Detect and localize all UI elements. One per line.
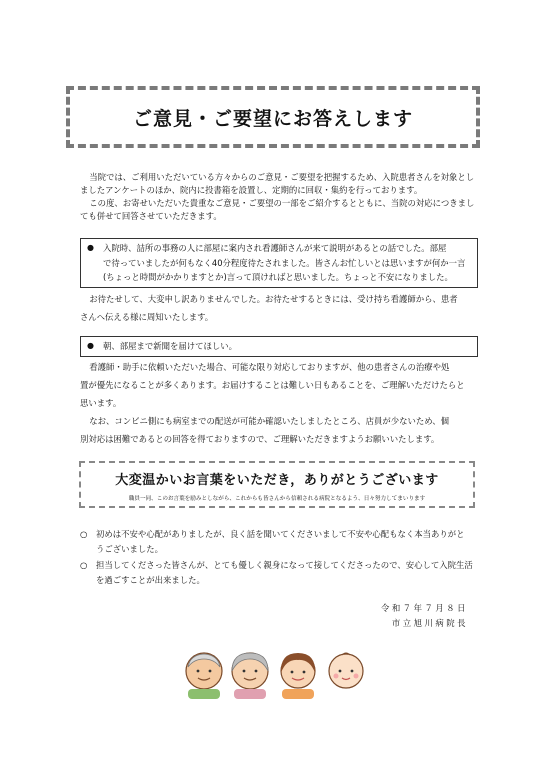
page-title: ご意見・ご要望にお答えします — [132, 107, 413, 130]
question-1-box — [80, 238, 478, 288]
family-faces-illustration — [182, 647, 372, 699]
question-1-line-2: で待っていましたが何もなく40分程度待たされました。皆さんお忙しいとは思いますが何か一言 — [103, 257, 466, 268]
answer-2-line-5: 別対応は困難であるとの回答を得ておりますので、ご理解いただきますようお願いいたします。 — [80, 434, 440, 444]
baby-face-icon — [329, 653, 363, 688]
signature-date: 令和７年７月８日 — [381, 603, 468, 613]
intro-section — [80, 171, 476, 223]
answer-2 — [80, 358, 476, 448]
title-box — [66, 86, 480, 148]
bullet-icon: ● — [87, 341, 94, 350]
answer-2-line-1: 看護師・助手に依頼いただいた場合、可能な限り対応しておりますが、他の患者さんの治療や処 — [89, 362, 450, 372]
answer-2-line-2: 置が優先になることが多くあります。お届けすることは難しい日もあることを、ご理解いただけたらと — [80, 380, 465, 390]
answer-1-line-2: さんへ伝える様に周知いたします。 — [80, 312, 214, 322]
answer-1 — [80, 290, 476, 326]
answer-2-line-4: なお、コンビニ側にも病室までの配送が可能か確認いたしましたところ、店員が少ないため、個 — [89, 416, 450, 426]
question-2-text: 朝、部屋まで新聞を届けてほしい。 — [103, 341, 237, 351]
thanks-subtitle: 職員一同、このお言葉を励みとしながら、これからも皆さんから信頼される病院となるよう、日々努力してまいります — [128, 496, 426, 502]
comment-2-line-1: 担当してくださった皆さんが、とても優しく親身になって接してくださったので、安心して入院生活 — [96, 560, 473, 570]
answer-1-line-1: お待たせして、大変申し訳ありませんでした。お待たせするときには、受け持ち看護師から、患者 — [89, 294, 458, 304]
bullet-icon: ● — [87, 243, 94, 252]
intro-paragraph-2: この度、お寄せいただいた貴重なご意見・ご要望の一部をご紹介するとともに、当院の対応につきましても併せて回答させていただきます。 — [80, 198, 475, 221]
question-1-line-1: 入院時、詰所の事務の人に部屋に案内され看護師さんが来て説明があるとの話でした。部屋 — [103, 243, 447, 253]
thanks-box — [79, 461, 475, 508]
question-1-line-3: (ちょっと時間がかかりますとか)言って頂ければと思いました。ちょっと不安になりました。 — [103, 272, 453, 282]
comment-1-line-2: うございました。 — [96, 543, 163, 554]
comment-2-line-2: を過ごすことが出来ました。 — [96, 574, 205, 585]
thanks-title: 大変温かいお言葉をいただき，ありがとうございます — [115, 473, 439, 488]
grandma-face-icon — [232, 653, 268, 699]
answer-2-line-3: 思います。 — [80, 398, 122, 408]
comment-1-line-1: 初めは不安や心配がありましたが、良く話を聞いてくださいまして不安や心配もなく本当ありがと — [96, 529, 465, 539]
intro-paragraph-1: 当院では、ご利用いただいている方々からのご意見・ご要望を把握するため、入院患者さんを対象としましたアンケートのほか、院内に投書箱を設置し、定期的に回収・集約を行っております。 — [80, 172, 475, 195]
signature-author: 市立旭川病院長 — [391, 618, 468, 628]
question-2-box — [80, 336, 478, 357]
signature-block — [381, 601, 468, 631]
circle-icon: ○ — [80, 529, 88, 539]
comments-list — [80, 527, 480, 589]
mother-face-icon — [281, 653, 315, 699]
comment-item — [80, 527, 480, 556]
comment-item — [80, 558, 480, 587]
circle-icon: ○ — [80, 560, 88, 570]
grandpa-face-icon — [186, 653, 222, 699]
